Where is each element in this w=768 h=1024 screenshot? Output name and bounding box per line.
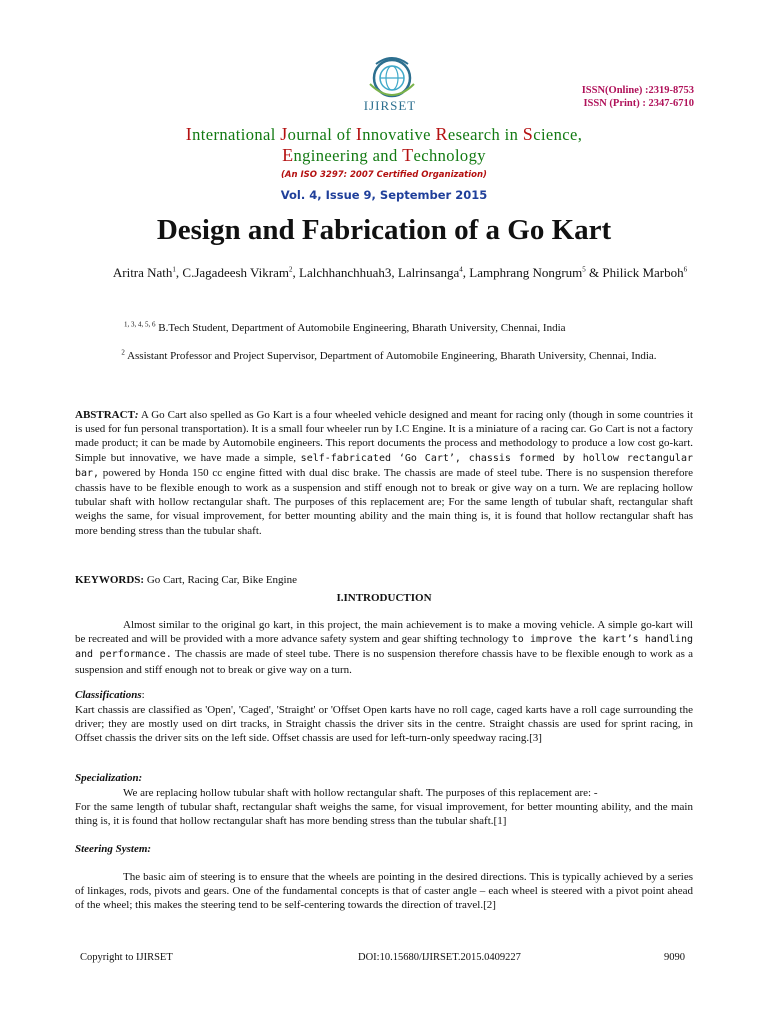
author-separator: ,	[462, 265, 470, 280]
affiliation-1-text: B.Tech Student, Department of Automobile Engineering, Bharath University, Chennai, India	[155, 322, 566, 334]
abstract-label: ABSTRACT	[75, 409, 135, 421]
keywords	[75, 573, 693, 587]
introduction-paragraph	[75, 618, 693, 677]
specialization-paragraph	[75, 786, 693, 829]
subheading-classifications	[75, 689, 145, 701]
journal-title-fragment: R	[435, 124, 448, 144]
journal-title-fragment: E	[282, 145, 294, 165]
journal-title-fragment: nnovative	[362, 125, 436, 144]
affiliation-1-marker: 1, 3, 4, 5, 6	[124, 320, 156, 329]
paper-title: Design and Fabrication of a Go Kart	[156, 214, 612, 246]
footer-doi: DOI:10.15680/IJIRSET.2015.0409227	[358, 952, 521, 963]
abstract-text-a: A Go Cart also spelled as Go Kart is a four wheeled vehicle designed and meant for racing only (though in some countries it is used for fun personal transportation). It is a small four wheeler run by I.C Engine. It is a miniature of a racing car. Go Cart is not a factory made product; it can be made by Automobile engineers. This report documents the process and methodology to produce a low cost go-kart. Simple but innovative, we have made a simple,	[75, 409, 693, 464]
author-affiliation-marker: 2	[289, 265, 293, 274]
abstract-text-b: powered by Honda 150 cc engine fitted with dual disc brake. The chassis are made of steel tube. There is no suspension therefore chassis have to be flexible enough to work as a suspension and stiff enough not to break or give way on a turn. We are replacing hollow tubular shaft with hollow rectangular shaft. The purposes of this replacement are; For the same length of tubular shaft, rectangular shaft weighs the same, for visual improvement, for better mounting ability and the main thing is, it is found that hollow rectangular shaft has more bending stress than the tubular shaft.	[75, 466, 693, 537]
logo-wordmark: IJIRSET	[363, 98, 417, 113]
author-separator: ,	[292, 265, 299, 280]
author-name: Aritra Nath	[112, 265, 173, 280]
journal-title-line-1	[60, 124, 708, 145]
footer-page-number: 9090	[664, 952, 685, 963]
issn-online: ISSN(Online) :2319-8753	[581, 85, 694, 96]
classifications-heading-colon: :	[141, 689, 145, 701]
abstract-colon: :	[134, 409, 139, 421]
author-affiliation-marker: 6	[683, 265, 688, 274]
journal-title-fragment: echnology	[413, 146, 486, 165]
author-affiliation-marker: 1	[172, 265, 176, 274]
intro-text-a: Almost similar to the original go kart, in this project, the main achievement is to make a moving vehicle. A simple go-kart will be recreated and will be provided with a more advance safety system and gear shifting technology	[75, 619, 693, 646]
specialization-text-rest: For the same length of tubular shaft, rectangular shaft weighs the same, for visual improvement, for better mounting ability, and the main thing is, it is found that hollow rectangular shaft has more bending stress than the tubular shaft.[1]	[75, 801, 693, 828]
journal-title-line-2	[60, 145, 708, 166]
journal-title-fragment: J	[280, 124, 288, 144]
affiliation-2-marker: 2	[121, 348, 125, 357]
volume-issue: Vol. 4, Issue 9, September 2015	[280, 188, 488, 202]
keywords-label: KEYWORDS:	[75, 574, 145, 586]
intro-text-mono: to improve the kart’s handling and performance.	[75, 634, 693, 661]
subheading-specialization: Specialization:	[75, 772, 143, 784]
journal-title-fragment: nternational	[192, 125, 281, 144]
abstract-text-mono: self-fabricated ‘Go Cart’, chassis formed by hollow rectangular bar,	[75, 452, 693, 479]
author-separator: & Philick Marboh	[585, 265, 684, 280]
journal-title-fragment: ngineering and	[293, 146, 403, 165]
affiliation-2-text: Assistant Professor and Project Supervisor, Department of Automobile Engineering, Bharath University, Chennai, India.	[124, 350, 657, 362]
journal-title-fragment: ournal of	[287, 125, 356, 144]
author-affiliation-marker: 4	[459, 265, 463, 274]
affiliation-1	[100, 322, 700, 334]
keywords-text: Go Cart, Racing Car, Bike Engine	[144, 574, 297, 586]
journal-title	[60, 124, 708, 166]
author-affiliation-marker: 5	[582, 265, 586, 274]
author-name: Lamphrang Nongrum	[469, 265, 583, 280]
issn-print: ISSN (Print) : 2347-6710	[583, 98, 694, 109]
journal-title-fragment: T	[402, 145, 414, 165]
classifications-paragraph: Kart chassis are classified as 'Open', 'Caged', 'Straight' or 'Offset Open karts have no roll cage, caged karts have a roll cage surrounding the driver; they are mostly used on dirt tracks, in Straight chassis the driver sits in the centre. Straight chassis are used for sprint racing, in Offset chassis the driver sits on the left side. Offset chassis are used for left-turn-only speedway racing.[3]	[75, 704, 693, 745]
classifications-heading: Classifications	[75, 689, 142, 701]
journal-title-fragment: cience,	[533, 125, 583, 144]
certification-note: (An ISO 3297: 2007 Certified Organization)	[281, 170, 487, 180]
steering-paragraph: The basic aim of steering is to ensure that the wheels are pointing in the desired directions. This is typically achieved by a series of linkages, rods, pivots and gears. One of the fundamental concepts is that of caster angle – each wheel is steered with a pivot point ahead of the wheel; this makes the steering tend to be self-centering towards the direction of travel.[2]	[75, 871, 693, 912]
author-list	[100, 265, 700, 281]
journal-title-fragment: S	[522, 124, 534, 144]
journal-title-fragment: esearch in	[447, 125, 523, 144]
abstract	[75, 408, 693, 538]
journal-title-fragment: I	[355, 124, 363, 144]
author-name: Lalchhanchhuah3, Lalrinsanga	[299, 265, 460, 280]
section-heading-introduction: I.INTRODUCTION	[336, 592, 432, 604]
author-separator: ,	[175, 265, 183, 280]
specialization-text-first: We are replacing hollow tubular shaft with hollow rectangular shaft. The purposes of this replacement are: -	[123, 787, 598, 799]
issn-block	[540, 84, 694, 110]
affiliation-2	[84, 348, 694, 364]
author-name: C.Jagadeesh Vikram	[182, 265, 289, 280]
intro-text-b: The chassis are made of steel tube. There is no suspension therefore chassis have to be flexible enough to work as a suspension and stiff enough not to break or give way on a turn.	[75, 648, 693, 676]
journal-title-fragment: I	[185, 124, 193, 144]
footer-copyright: Copyright to IJIRSET	[80, 952, 173, 963]
subheading-steering-system: Steering System:	[75, 843, 152, 855]
